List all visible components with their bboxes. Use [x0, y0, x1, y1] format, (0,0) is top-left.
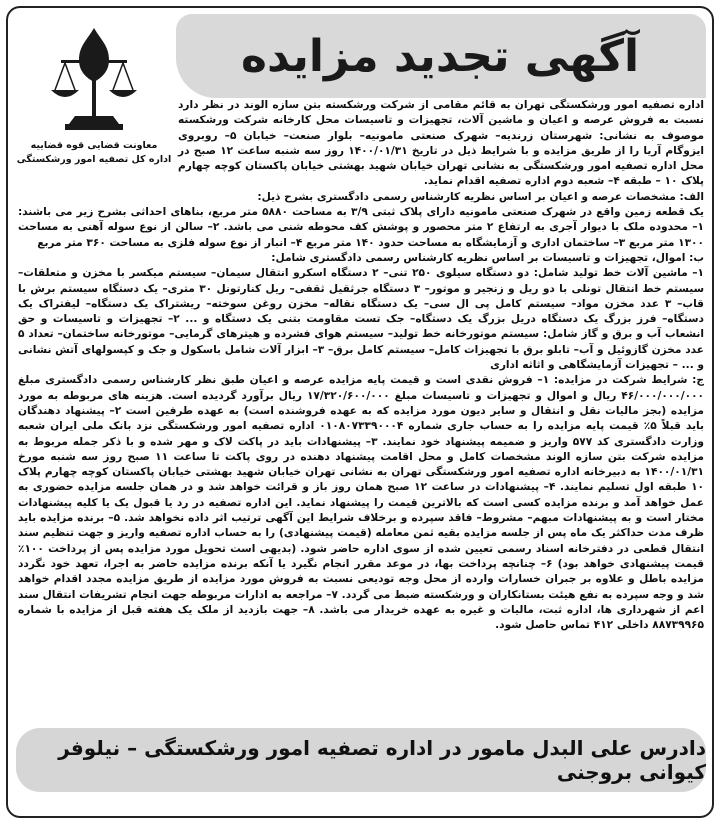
org-line-2: اداره کل تصفیه امور ورشکستگی — [16, 154, 172, 165]
announcement-body — [18, 98, 704, 726]
section-a-details: یک قطعه زمین واقع در شهرک صنعتی مامونیه دارای پلاک ثبتی ۳/۹ به مساحت ۵۸۸۰ متر مربع، بناهای احداثی بشرح زیر می باشند: ۱– محدوده ملک با دیوار آجری به ارتفاع ۲ متر محصور و پوشش کف محوطه شنی می باشد. ۲– سالن از نوع سوله آهنی به مساحت ۱۳۰۰ متر مربع ۳– ساختمان اداری و آزمایشگاه به مساحت حدود ۱۴۰ متر مربع ۴– انبار از نوع سوله فلزی به مساحت ۳۶۰ متر مربع — [18, 206, 704, 249]
intro-paragraph: اداره تصفیه امور ورشکستگی تهران به قائم مقامی از شرکت ورشکسته بتن سازه الوند در نظر دارد نسبت به فروش عرصه و اعیان و ماشین آلات، تجهیزات و تاسیسات محل کارخانه شرکت ورشکسته موصوف به نشانی: شهرستان زرندیه– شهرک صنعتی مامونیه– بلوار صنعت– خیابان ۵– روبروی ایزوگام آریا را از طریق مزایده و با شرایط ذیل در تاریخ ۱۴۰۰/۰۱/۳۱ روز سه شنبه ساعت ۱۲ صبح در محل اداره تصفیه امور ورشکستگی به نشانی تهران خیابان شهید بهشتی خیابان پاکستان کوچه چهارم پلاک ۱۰ – طبقه ۴– شعبه دوم اداره تصفیه اقدام نماید. — [178, 99, 704, 188]
section-b-heading: ب: اموال، تجهیزات و تاسیسات بر اساس نظریه کارشناس رسمی دادگستری شامل: — [271, 251, 704, 264]
signature-footer: دادرس علی البدل مامور در اداره تصفیه امور ورشکستگی – نیلوفر کیوانی بروجنی — [16, 728, 706, 792]
section-c-conditions: ج: شرایط شرکت در مزایده: ۱– فروش نقدی است و قیمت پایه مزایده عرصه و اعیان طبق نظر کارشناس رسمی دادگستری مبلغ ۴۶/۰۰۰/۰۰۰/۰۰۰ ریال و اموال و تجهیزات و تاسیسات مبلغ ۱۷/۳۲۰/۶۰۰/۰۰۰ ریال برآورد گردیده است. هزینه های مربوطه به مورد مزایده (بجز مالیات نقل و انتقال و سایر دیون مورد مزایده که به عهده فروشنده است) به عهده طرفین است ۲– پیشنهاد دهندگان باید قبلاً ۵٪ قیمت پایه مزایده را به حساب جاری شماره ۰۱۰۸۰۷۳۳۹۰۰۰۴ اداره تصفیه امور ورشکستگی نزد بانک ملی ایران شعبه وزارت دادگستری کد ۵۷۷ واریز و ضمیمه پیشنهاد خود نمایند. ۳– پیشنهادات باید در پاکت لاک و مهر شده و با ذکر جمله مربوط به مزایده شرکت بتن سازه الوند مشخصات کامل و محل اقامت پیشنهاد دهنده در روی پاکت تا ساعت ۱۱ صبح روز سه شنبه مورخ ۱۴۰۰/۰۱/۳۱ به دبیرخانه اداره تصفیه امور ورشکستگی تهران به نشانی تهران خیابان شهید بهشتی خیابان پاکستان کوچه چهارم پلاک ۱۰ طبقه اول تسلیم نمایند. ۴– پیشنهادات در ساعت ۱۲ صبح همان روز باز و قرائت خواهد شد و در همان جلسه مزایده حضوری به عمل خواهد آمد و برنده مزایده کسی است که بالاترین قیمت را پیشنهاد نماید. این اداره تصفیه در رد یا قبول یک یا کلیه پیشنهادات مختار است و به پیشنهادات مبهم– مشروط– فاقد سپرده و برخلاف شرایط این آگهی ترتیب اثر داده نخواهد شد. ۵– برنده مزایده باید ظرف مدت حداکثر یک ماه پس از جلسه مزایده بقیه ثمن معامله (قیمت پیشنهادی) را به حساب اداره تصفیه واریز و جهت تنظیم سند انتقال قطعی در دفترخانه اسناد رسمی تعیین شده از سوی اداره حاضر شود. (بدیهی است تحویل مورد مزایده پس از پرداخت ۱۰۰٪ قیمت پیشنهادی خواهد بود) ۶– چنانچه پرداخت بها، در موعد مقرر انجام نگیرد یا آنکه برنده مزایده حاضر به اجرا، تعهد خود نگردد مزایده باطل و علاوه بر جبران خسارات وارده از محل وجه تودیعی نسبت به فروش مورد مزایده از طریق مزایده مجدد اقدام خواهد شد و وجه سپرده به نفع هیئت بستانکاران و ورشکسته ضبط می گردد. ۷– مراجعه به ادارات مربوطه جهت انجام تشریفات انتقال سند اعم از شهرداری ها، اداره ثبت، مالیات و غیره به عهده خریدار می باشد. ۸– جهت بازدید از ملک یک هفته قبل از مزایده با شماره ۸۸۷۳۹۹۶۵ داخلی ۴۱۲ تماس حاصل شود. — [18, 374, 704, 632]
announcement-title: آگهی تجدید مزایده — [240, 30, 640, 82]
org-line-1: معاونت قضایی قوه قضاییه — [30, 140, 158, 151]
section-a-heading: الف: مشخصات عرصه و اعیان بر اساس نظریه کارشناس رسمی دادگستری بشرح ذیل: — [257, 190, 704, 203]
logo-spacer — [18, 98, 178, 166]
section-b-details: ۱– ماشین آلات خط تولید شامل: دو دستگاه سیلوی ۲۵۰ تنی– ۲ دستگاه اسکرو انتقال سیمان– سیستم میکسر با مخزن و متعلقات– سیستم خط انتقال تونلی با دو ریل و زنجیر و موتور– ۳ دستگاه جرثقیل ثقفی– ریل کنارتونل ۳۰ متری– یک دستگاه سیستم برش با قاب– ۳ عدد مخزن مواد– سیستم کامل پی ال سی– یک دستگاه نقاله– مخزن روغن سوخته– ریشتراک یک دستگاه– لیفتراک یک دستگاه– فرز بزرگ یک دستگاه دریل بزرگ یک دستگاه– جک تست مقاومت بتنی یک دستگاه و ... ۲– تجهیزات و تاسیسات و حق انشعاب آب و برق و گاز شامل: سیستم موتورخانه خط تولید– سیستم هوای فشرده و هیترهای گرمایی– موتورخانه ساختمان– تعداد ۵ عدد مخزن گازوئیل و آب– تابلو برق با تجهیزات کامل– سیستم کامل برق– ۳– ابزار آلات شامل باسکول و جک و کپسولهای آتش نشانی و ... – تجهیزات آزمایشگاهی و اثاثه اداری — [18, 267, 704, 372]
